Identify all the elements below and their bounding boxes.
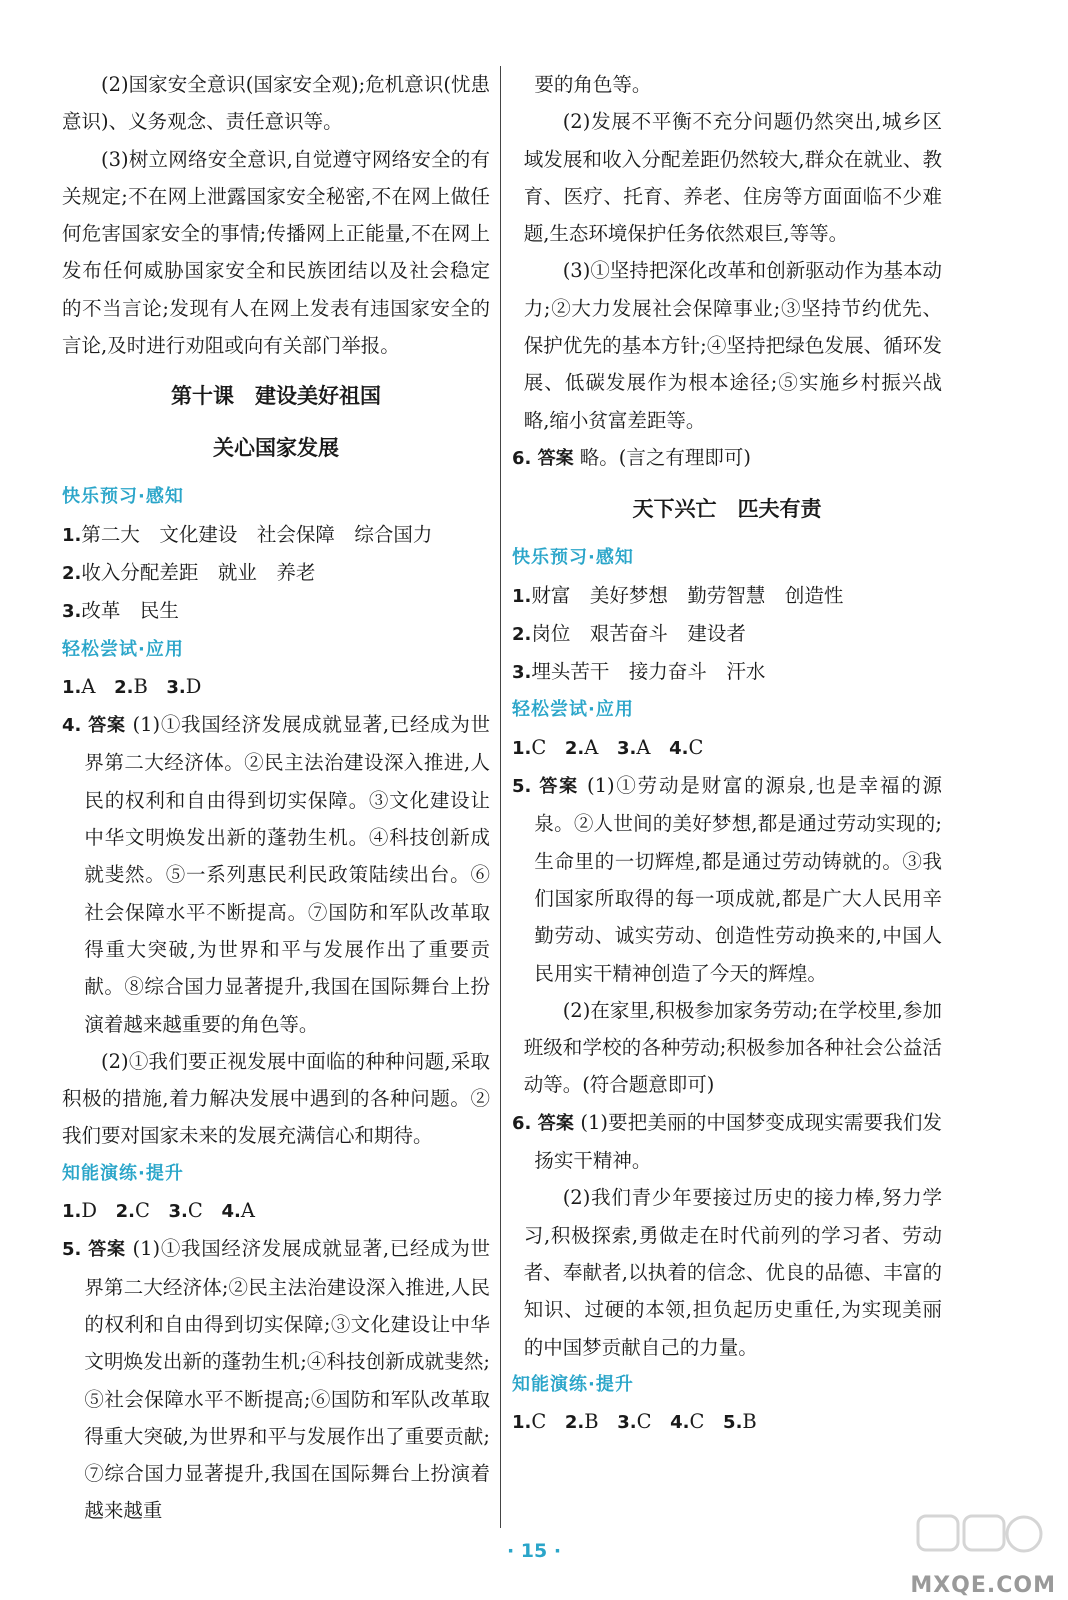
topic-title: 天下兴亡 匹夫有责	[632, 497, 822, 522]
section-heading: 轻松尝试·应用	[62, 638, 184, 660]
choice-answers	[512, 1403, 942, 1441]
question-answer	[512, 1104, 942, 1180]
item-number: 4.	[221, 1201, 241, 1223]
item-number: 1.	[512, 1412, 532, 1434]
item-number: 1.	[512, 585, 532, 607]
item-number: 4.	[670, 1412, 690, 1434]
item-number: 5.	[723, 1412, 743, 1434]
answer-label: 答案	[537, 1112, 575, 1134]
answer-line	[62, 554, 490, 592]
section-heading: 轻松尝试·应用	[512, 699, 634, 721]
choice-answer: C	[135, 1199, 150, 1223]
choice-answer: A	[636, 735, 651, 759]
watermark-text: MXQE.COM	[910, 1573, 1056, 1598]
answer-text: (1)要把美丽的中国梦变成现实需要我们发扬实干精神。	[534, 1110, 943, 1173]
answer-line	[62, 516, 490, 554]
answer-line	[512, 615, 942, 653]
item-number: 5.	[62, 1239, 82, 1261]
item-number: 4.	[669, 737, 689, 759]
answer-text: 第二大 文化建设 社会保障 综合国力	[81, 522, 433, 546]
section-heading: 快乐预习·感知	[512, 547, 634, 569]
item-number: 4.	[62, 715, 82, 737]
item-number: 2.	[512, 623, 532, 645]
answer-text: 岗位 艰苦奋斗 建设者	[531, 621, 746, 645]
choice-answer: C	[636, 1410, 652, 1434]
left-column	[62, 66, 490, 1530]
paragraph: (2)我们青少年要接过历史的接力棒,努力学习,积极探索,勇做走在时代前列的学习者、劳动者、奉献者,以执着的信念、优良的品德、丰富的知识、过硬的本领,担负起历史重任,为实现美丽的中国梦贡献自己的力量。	[523, 1186, 942, 1359]
item-number: 3.	[168, 1201, 188, 1223]
item-number: 2.	[115, 1201, 135, 1223]
right-column	[512, 66, 942, 1441]
choice-answers	[62, 1192, 490, 1230]
choice-answer: A	[81, 674, 96, 698]
paragraph: (2)发展不平衡不充分问题仍然突出,城乡区域发展和收入分配差距仍然较大,群众在就业、教育、医疗、托育、养老、住房等方面面临不少难题,生态环境保护任务依然艰巨,等等。	[523, 110, 942, 246]
section-heading: 知能演练·提升	[62, 1162, 184, 1184]
item-number: 2.	[564, 737, 585, 759]
paragraph: (2)国家安全意识(国家安全观);危机意识(忧患意识)、义务观念、责任意识等。	[62, 73, 490, 134]
answer-label: 答案	[537, 447, 574, 469]
choice-answer: D	[81, 1199, 98, 1223]
paragraph: (3)树立网络安全意识,自觉遵守网络安全的有关规定;不在网上泄露国家安全秘密,不在网上做任何危害国家安全的事情;传播网上正能量,不在网上发布任何威胁国家安全和民族团结以及社会稳定的不当言论;发现有人在网上发表有违国家安全的言论,及时进行劝阻或向有关部门举报。	[62, 147, 490, 358]
item-number: 3.	[62, 601, 82, 623]
choice-answer: C	[531, 1410, 547, 1434]
answer-label: 答案	[539, 776, 579, 798]
item-number: 3.	[166, 676, 186, 698]
answer-text: (1)①我国经济发展成就显著,已经成为世界第二大经济体。②民主法治建设深入推进,人民的权利和自由得到切实保障。③文化建设让中华文明焕发出新的蓬勃生机。④科技创新成就斐然。⑤一系列惠民利民政策陆续出台。⑥社会保障水平不断提高。⑦国防和军队改革取得重大突破,为世界和平与发展作出了重要贡献。⑧综合国力显著提升,我国在国际舞台上扮演着越来越重要的角色等。	[84, 713, 491, 1036]
choice-answer: A	[240, 1199, 255, 1223]
item-number: 2.	[62, 562, 82, 584]
question-answer	[62, 1230, 490, 1529]
answer-line	[62, 592, 490, 630]
answer-label: 答案	[88, 1239, 126, 1261]
item-number: 1.	[512, 737, 532, 759]
question-answer	[62, 706, 490, 1043]
paragraph: (2)在家里,积极参加家务劳动;在学校里,参加班级和学校的各种劳动;积极参加各种社会公益活动等。(符合题意即可)	[523, 998, 942, 1097]
item-number: 5.	[512, 776, 532, 798]
choice-answer: B	[584, 1410, 599, 1434]
page-number: · 15 ·	[506, 1540, 562, 1562]
answer-text: 收入分配差距 就业 养老	[81, 560, 316, 584]
section-heading: 知能演练·提升	[512, 1373, 634, 1395]
paragraph: 要的角色等。	[534, 73, 652, 96]
item-number: 3.	[512, 662, 532, 684]
answer-label: 答案	[88, 715, 126, 737]
paragraph: (3)①坚持把深化改革和创新驱动作为基本动力;②大力发展社会保障事业;③坚持节约优先、保护优先的基本方针;④坚持把绿色发展、循环发展、低碳发展作为根本途径;⑤实施乡村振兴战略,缩小贫富差距等。	[523, 259, 942, 432]
item-number: 6.	[512, 1112, 532, 1134]
item-number: 3.	[617, 1412, 637, 1434]
choice-answer: C	[689, 1410, 705, 1434]
item-number: 3.	[616, 737, 637, 759]
question-answer	[512, 767, 942, 992]
choice-answers	[62, 668, 490, 706]
answer-line	[512, 653, 942, 691]
answer-text: 改革 民生	[81, 599, 179, 623]
answer-text: 财富 美好梦想 勤劳智慧 创造性	[531, 583, 844, 607]
item-number: 1.	[62, 676, 82, 698]
choice-answer: C	[688, 735, 704, 759]
item-number: 6.	[512, 447, 532, 469]
choice-answer: B	[742, 1410, 757, 1434]
lesson-title: 第十课 建设美好祖国	[171, 384, 381, 409]
answer-text: (1)①劳动是财富的源泉,也是幸福的源泉。②人世间的美好梦想,都是通过劳动实现的;生命里的一切辉煌,都是通过劳动铸就的。③我们国家所取得的每一项成就,都是广大人民用辛勤劳动、诚实劳动、创造性劳动换来的,中国人民用实干精神创造了今天的辉煌。	[534, 774, 943, 985]
item-number: 1.	[62, 1201, 82, 1223]
answer-line	[512, 577, 942, 615]
paragraph: (2)①我们要正视发展中面临的种种问题,采取积极的措施,着力解决发展中遇到的各种问题。②我们要对国家未来的发展充满信心和期待。	[62, 1049, 490, 1148]
answer-text: 埋头苦干 接力奋斗 汗水	[531, 660, 766, 684]
answer-text: 略。(言之有理即可)	[579, 445, 751, 469]
item-number: 2.	[114, 676, 134, 698]
choice-answer: A	[584, 735, 599, 759]
item-number: 1.	[62, 524, 82, 546]
column-divider	[500, 66, 501, 1528]
choice-answer: D	[185, 674, 202, 698]
choice-answer: C	[531, 735, 547, 759]
question-answer	[512, 439, 942, 477]
topic-title: 关心国家发展	[213, 436, 339, 461]
answer-text: (1)①我国经济发展成就显著,已经成为世界第二大经济体;②民主法治建设深入推进,人民的权利和自由得到切实保障;③文化建设让中华文明焕发出新的蓬勃生机;④科技创新成就斐然;⑤社会保障水平不断提高;⑥国防和军队改革取得重大突破,为世界和平与发展作出了重要贡献;⑦综合国力显著提升,我国在国际舞台上扮演着越来越重	[84, 1237, 491, 1523]
choice-answer: C	[187, 1199, 203, 1223]
choice-answer: B	[133, 674, 148, 698]
item-number: 2.	[564, 1412, 585, 1434]
choice-answers	[512, 729, 942, 767]
section-heading: 快乐预习·感知	[62, 486, 184, 508]
